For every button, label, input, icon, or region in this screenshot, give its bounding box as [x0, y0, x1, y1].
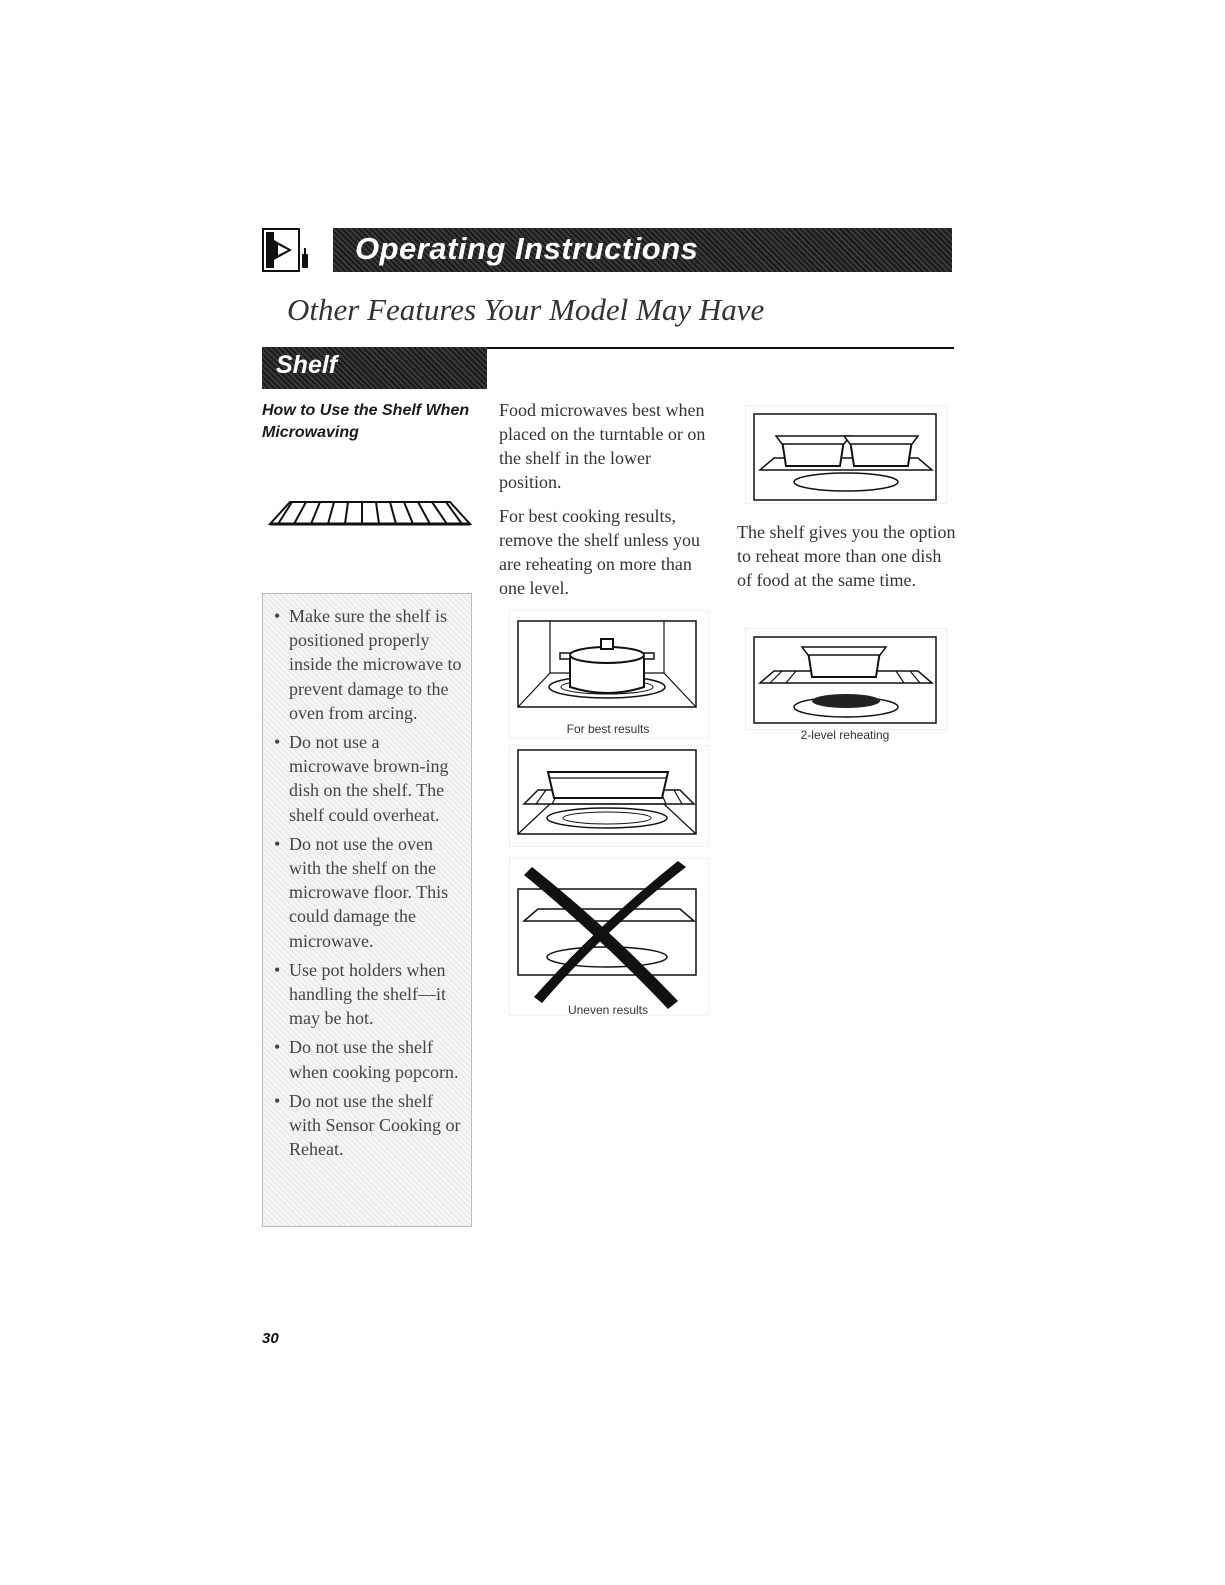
paragraph-reheat-more: The shelf gives you the option to reheat more than one dish of food at the same time.	[737, 522, 956, 590]
caution-list	[273, 604, 463, 1161]
caption-uneven-results: Uneven results	[567, 1003, 649, 1017]
shelf-illustration	[262, 452, 474, 570]
section-tab	[262, 347, 487, 389]
list-item: • Do not use the shelf with Sensor Cooking or Reheat.	[274, 1090, 461, 1160]
bullet-icon: •	[274, 833, 281, 854]
header-bar	[333, 228, 952, 272]
caution-box	[262, 593, 472, 1227]
dish-on-shelf-illustration	[509, 745, 709, 847]
page-subtitle: Other Features Your Model May Have	[287, 292, 765, 327]
bullet-icon: •	[274, 1090, 281, 1111]
best-results-illustration	[509, 610, 709, 739]
list-item: • Do not use a microwave brown-ing dish on the shelf. The shelf could overheat.	[274, 732, 449, 825]
caption-two-level-reheating: 2-level reheating	[800, 728, 890, 742]
bullet-icon: •	[274, 1037, 281, 1058]
list-item: • Make sure the shelf is positioned properly inside the microwave to prevent damage to the oven from arcing.	[274, 606, 462, 723]
paragraph-placement: Food microwaves best when placed on the turntable or on the shelf in the lower position.	[499, 400, 706, 492]
bullet-icon: •	[274, 959, 281, 980]
two-dishes-illustration	[745, 405, 947, 504]
bullet-icon: •	[274, 606, 281, 626]
list-item: • Do not use the shelf when cooking popcorn.	[274, 1037, 459, 1082]
list-item: • Use pot holders when handling the shelf—it may be hot.	[274, 959, 446, 1029]
uneven-results-illustration	[509, 858, 709, 1016]
paragraph-best-results: For best cooking results, remove the shelf unless you are reheating on more than one level.	[499, 506, 700, 598]
section-label: Shelf	[276, 351, 338, 379]
bullet-icon: •	[274, 732, 281, 753]
page-number: 30	[262, 1330, 279, 1347]
two-level-reheating-illustration	[745, 628, 947, 730]
microwave-manual-icon	[262, 228, 310, 272]
section-divider	[487, 347, 954, 349]
sub-heading: How to Use the Shelf When Microwaving	[262, 402, 470, 441]
caption-best-results: For best results	[566, 722, 650, 736]
header-title: Operating Instructions	[355, 231, 699, 266]
list-item: • Do not use the oven with the shelf on the microwave floor. This could damage the microwave.	[274, 833, 449, 951]
